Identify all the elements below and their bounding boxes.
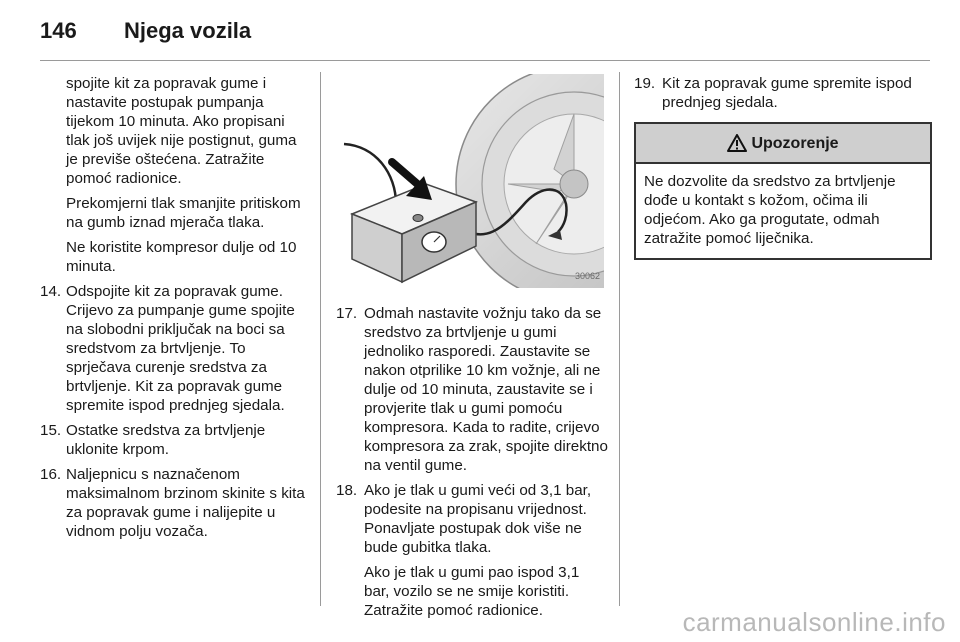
list-item [336, 481, 608, 557]
list-item [336, 304, 608, 475]
list-number: 18. [336, 482, 358, 499]
compressor-illustration [336, 74, 604, 288]
list-number: 19. [634, 75, 656, 92]
list-text: Odmah nastavite vožnju tako da se sredstvo za brtvljenje u gumi jednoliko rasporedi. Zaustavite se nakon otprilike 10 km vožnje, ali ne dulje od 10 minuta, zaustavite se i provjerite tlak u gumi pomoću kompresora. Kada to radite, crijevo kompresora za zrak, spojite direktno na ventil gume. [364, 305, 608, 474]
warning-title: Upozorenje [751, 134, 839, 152]
warning-triangle-icon [727, 134, 747, 152]
page-header [40, 18, 930, 58]
column-middle [336, 74, 608, 620]
paragraph: Prekomjerni tlak smanjite pritiskom na gumb iznad mjerača tlaka. [66, 195, 301, 231]
paragraph: Ne koristite kompresor dulje od 10 minuta. [66, 239, 297, 275]
page-number: 146 [40, 18, 77, 43]
list-number: 17. [336, 305, 358, 322]
list-number: 15. [40, 422, 62, 439]
list-text: Naljepnicu s naznačenom maksimalnom brzinom skinite s kita za popravak gume i nalijepite u vidnom polju vozača. [66, 466, 305, 540]
list-number: 14. [40, 283, 62, 300]
list-item [40, 421, 306, 459]
warning-text: Ne dozvolite da sredstvo za brtvljenje dođe u kontakt s kožom, očima ili odjećom. Ako ga progutate, odmah zatražite pomoć liječnika. [644, 173, 896, 247]
column-left [40, 74, 306, 547]
paragraph: Ako je tlak u gumi pao ispod 3,1 bar, vozilo se ne smije koristiti. Zatražite pomoć radionice. [364, 564, 580, 619]
warning-box [634, 122, 932, 260]
list-text: Odspojite kit za popravak gume. Crijevo za pumpanje gume spojite na slobodni priključak na boci sa sredstvom za brtvljenje. To sprječava curenje sredstva za brtvljenje. Kit za popravak gume spremite ispod prednjeg sjedala. [66, 283, 295, 414]
list-text: Ako je tlak u gumi veći od 3,1 bar, podesite na propisanu vrijednost. Ponavljate postupak dok više ne bude gubitka tlaka. [364, 482, 592, 556]
figure-code: 30062 [574, 271, 600, 281]
page-title: Njega vozila [124, 18, 252, 43]
column-divider [320, 72, 321, 606]
list-item [40, 465, 306, 541]
column-divider [619, 72, 620, 606]
list-text: Ostatke sredstva za brtvljenje uklonite krpom. [66, 422, 266, 458]
list-item [40, 282, 306, 415]
list-number: 16. [40, 466, 62, 483]
warning-header [636, 124, 930, 164]
header-divider [40, 60, 930, 61]
paragraph: spojite kit za popravak gume i nastavite postupak pumpanja tijekom 10 minuta. Ako propisani tlak još uvijek nije postignut, guma je previše oštećena. Zatražite pomoć radionice. [66, 75, 297, 187]
column-right [634, 74, 930, 260]
watermark: carmanualsonline.info [682, 607, 946, 637]
compressor-tyre-drawing [336, 74, 604, 288]
list-text: Kit za popravak gume spremite ispod prednjeg sjedala. [662, 75, 912, 111]
list-item [634, 74, 930, 112]
